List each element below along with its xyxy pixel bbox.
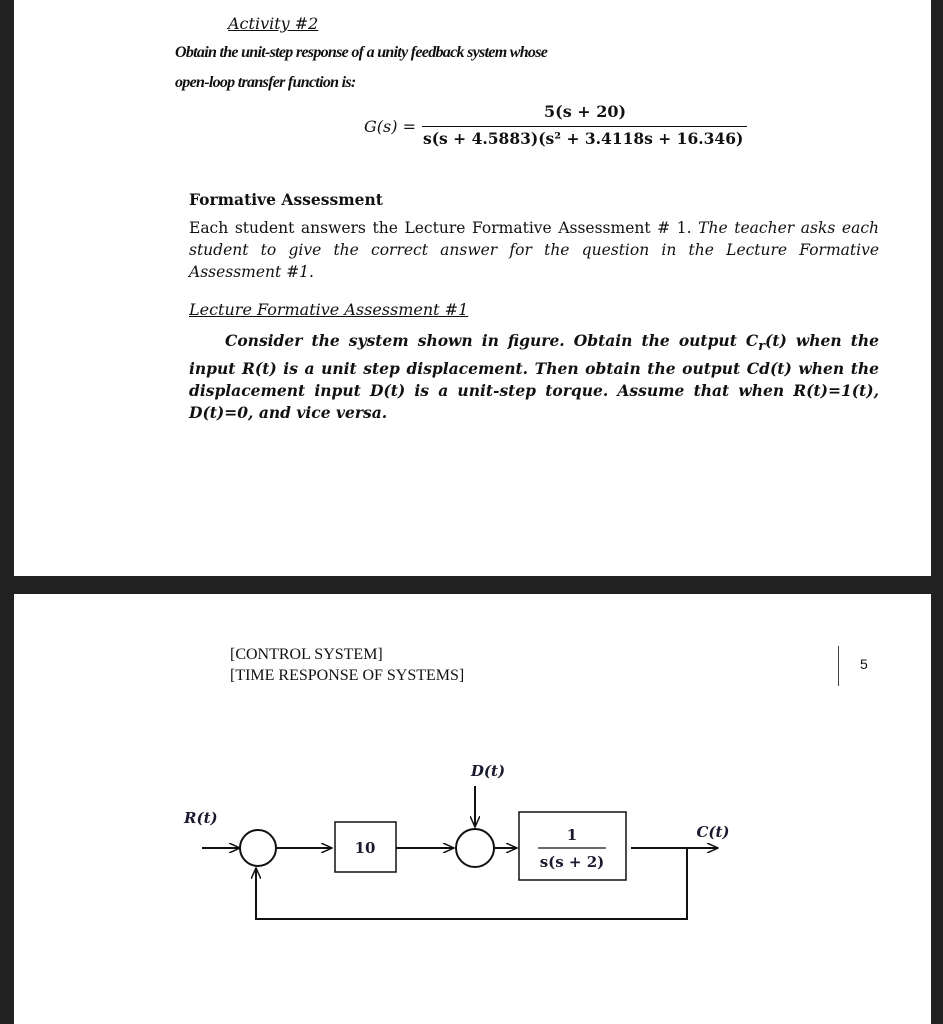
summing-junction-1 [240, 830, 276, 866]
gain-value: 10 [354, 839, 376, 857]
activity-intro-line2: open-loop transfer function is: [175, 74, 356, 91]
header-course: [CONTROL SYSTEM] [230, 646, 383, 663]
input-label: R(t) [184, 809, 218, 827]
lecture-body [189, 330, 879, 424]
document-page-top [14, 0, 931, 576]
lecture-title: Lecture Formative Assessment #1 [189, 300, 469, 319]
header-topic: [TIME RESPONSE OF SYSTEMS] [230, 667, 465, 684]
output-label: C(t) [696, 823, 730, 841]
transfer-function-lhs: G(s) = [364, 117, 416, 136]
lecture-body-sub: r [758, 339, 766, 355]
formative-body-plain: Each student answers the Lecture Formative Assessment # 1. [189, 219, 699, 237]
lecture-body-part1: Consider the system shown in figure. Obtain the output C [225, 331, 759, 350]
fraction-bar [422, 126, 747, 127]
transfer-function-denominator: s(s + 4.5883)(s² + 3.4118s + 16.346) [423, 129, 744, 148]
formative-title: Formative Assessment [189, 190, 383, 209]
document-page-bottom [14, 594, 931, 1024]
summing-junction-2 [456, 829, 494, 867]
block-diagram [14, 594, 931, 1024]
page-number: 5 [860, 656, 868, 672]
formative-body-italic: The teacher asks each student to give the correct answer for the question in the Lecture Formative Assessment #1. [189, 219, 879, 281]
plant-numerator: 1 [566, 826, 578, 844]
activity-intro-line1: Obtain the unit-step response of a unity feedback system whose [175, 44, 548, 61]
activity-title: Activity #2 [228, 14, 319, 33]
transfer-function-numerator: 5(s + 20) [544, 102, 627, 121]
formative-body [189, 217, 879, 283]
plant-denominator: s(s + 2) [539, 853, 605, 871]
lecture-body-part2: (t) when the input R(t) is a unit step displacement. Then obtain the output Cd(t) when the displacement input D(t) is a unit-step torque. Assume that when R(t)=1(t), D(t)=0, and vice versa. [189, 331, 879, 423]
disturbance-label: D(t) [470, 762, 506, 780]
